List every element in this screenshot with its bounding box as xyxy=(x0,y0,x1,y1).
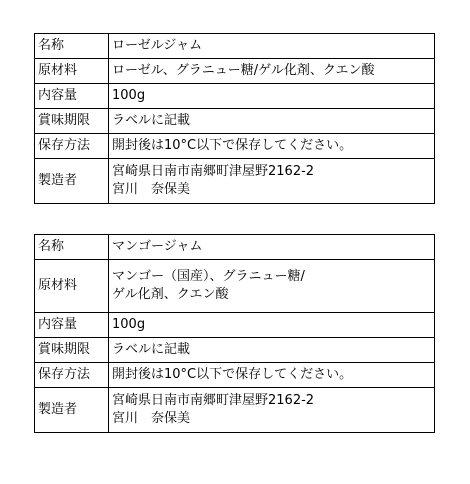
row-value xyxy=(109,313,435,338)
row-value xyxy=(109,159,435,204)
row-value xyxy=(109,84,435,109)
row-label: 内容量 xyxy=(35,313,109,338)
row-label: 製造者 xyxy=(35,388,109,433)
value-line: マンゴー（国産）、グラニュー糖/ xyxy=(112,269,305,284)
row-value xyxy=(109,388,435,433)
row-value xyxy=(109,34,435,59)
value-line: ラベルに記載 xyxy=(112,342,191,357)
row-label: 保存方法 xyxy=(35,363,109,388)
value-line: 宮川 奈保美 xyxy=(112,411,191,426)
table-row xyxy=(35,338,435,363)
mango-jam-label-table xyxy=(34,234,435,433)
row-label: 内容量 xyxy=(35,84,109,109)
value-line: 開封後は10°C以下で保存してください。 xyxy=(112,367,353,382)
table-row xyxy=(35,84,435,109)
value-line: マンゴージャム xyxy=(112,239,203,254)
value-line: 宮川 奈保美 xyxy=(112,182,191,197)
table-row xyxy=(35,109,435,134)
value-line: 開封後は10°C以下で保存してください。 xyxy=(112,138,353,153)
table-row xyxy=(35,34,435,59)
value-line: ゲル化剤、クエン酸 xyxy=(112,287,229,302)
table-row xyxy=(35,235,435,260)
row-value xyxy=(109,235,435,260)
value-line: ローゼル、グラニュー糖/ゲル化剤、クエン酸 xyxy=(112,63,375,78)
table-row xyxy=(35,388,435,433)
value-line: ラベルに記載 xyxy=(112,113,191,128)
table-row xyxy=(35,159,435,204)
value-line: 宮崎県日南市南郷町津屋野2162-2 xyxy=(112,164,315,179)
value-line: 宮崎県日南市南郷町津屋野2162-2 xyxy=(112,393,315,408)
row-label: 製造者 xyxy=(35,159,109,204)
row-value xyxy=(109,260,435,313)
table-row xyxy=(35,313,435,338)
row-value xyxy=(109,109,435,134)
row-label: 保存方法 xyxy=(35,134,109,159)
row-label: 原材料 xyxy=(35,260,109,313)
table-row xyxy=(35,134,435,159)
row-label: 名称 xyxy=(35,235,109,260)
row-value xyxy=(109,338,435,363)
row-value xyxy=(109,134,435,159)
row-label: 賞味期限 xyxy=(35,109,109,134)
row-value xyxy=(109,363,435,388)
row-label: 名称 xyxy=(35,34,109,59)
row-label: 原材料 xyxy=(35,59,109,84)
table-row xyxy=(35,363,435,388)
value-line: ローゼルジャム xyxy=(112,38,203,53)
table-row xyxy=(35,59,435,84)
table-row xyxy=(35,260,435,313)
row-value xyxy=(109,59,435,84)
value-line: 100g xyxy=(112,317,146,332)
row-label: 賞味期限 xyxy=(35,338,109,363)
value-line: 100g xyxy=(112,88,146,103)
rosella-jam-label-table xyxy=(34,33,435,204)
